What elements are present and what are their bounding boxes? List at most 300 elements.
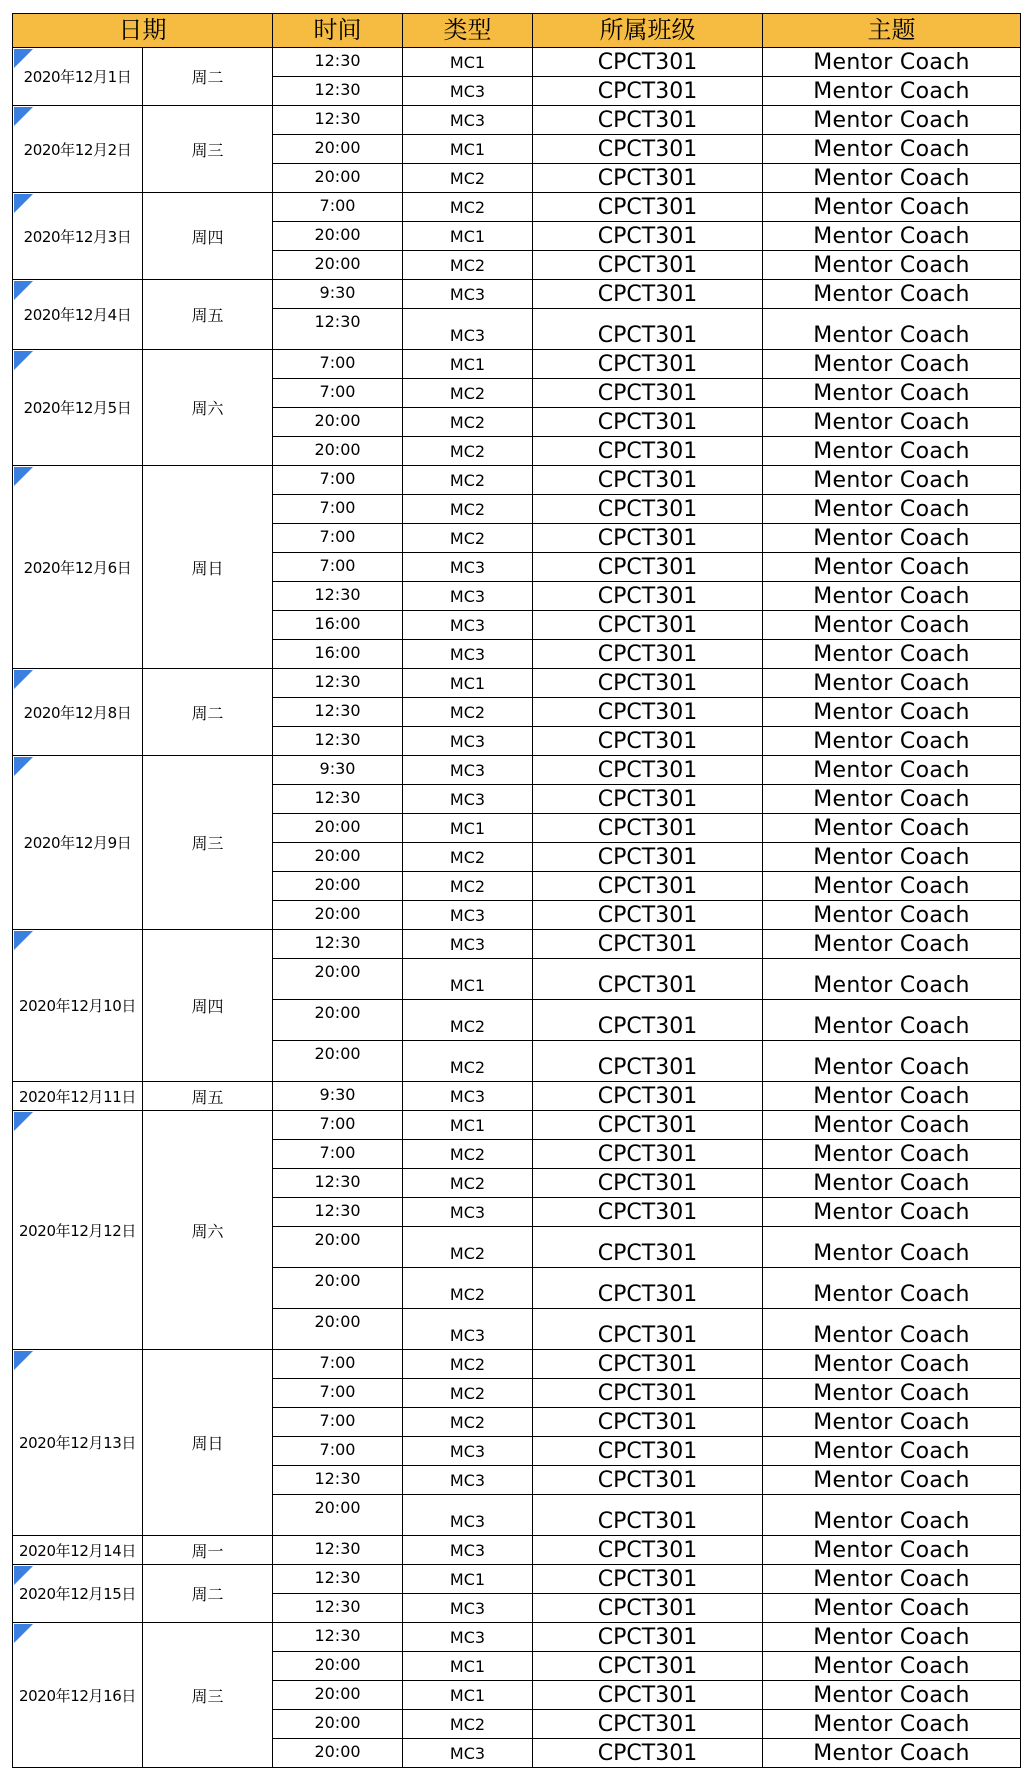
type-cell[interactable]: MC1: [403, 1681, 533, 1710]
topic-cell[interactable]: Mentor Coach: [763, 379, 1021, 408]
topic-cell[interactable]: Mentor Coach: [763, 350, 1021, 379]
type-cell[interactable]: MC1: [403, 1565, 533, 1594]
topic-cell[interactable]: Mentor Coach: [763, 193, 1021, 222]
date-text: 2020年12月4日: [23, 306, 132, 324]
type-cell[interactable]: MC3: [403, 1495, 533, 1536]
type-cell[interactable]: MC2: [403, 1140, 533, 1169]
class-cell[interactable]: CPCT301: [533, 251, 763, 280]
comment-flag-icon: [14, 1112, 33, 1131]
type-cell[interactable]: MC2: [403, 193, 533, 222]
type-cell[interactable]: MC3: [403, 309, 533, 350]
topic-cell[interactable]: Mentor Coach: [763, 408, 1021, 437]
topic-cell[interactable]: Mentor Coach: [763, 466, 1021, 495]
date-cell[interactable]: [13, 1536, 143, 1565]
class-cell[interactable]: CPCT301: [533, 524, 763, 553]
class-cell[interactable]: CPCT301: [533, 1379, 763, 1408]
time-cell[interactable]: 20:00: [273, 1000, 403, 1041]
type-cell[interactable]: MC2: [403, 1169, 533, 1198]
time-cell[interactable]: 20:00: [273, 408, 403, 437]
time-cell[interactable]: 7:00: [273, 553, 403, 582]
comment-flag-icon: [14, 1566, 33, 1585]
topic-cell[interactable]: Mentor Coach: [763, 280, 1021, 309]
class-cell[interactable]: CPCT301: [533, 1350, 763, 1379]
time-cell[interactable]: 20:00: [273, 901, 403, 930]
class-cell[interactable]: CPCT301: [533, 466, 763, 495]
topic-cell[interactable]: Mentor Coach: [763, 1227, 1021, 1268]
class-cell[interactable]: CPCT301: [533, 930, 763, 959]
topic-cell[interactable]: Mentor Coach: [763, 553, 1021, 582]
class-cell[interactable]: CPCT301: [533, 814, 763, 843]
topic-cell[interactable]: Mentor Coach: [763, 669, 1021, 698]
class-cell[interactable]: CPCT301: [533, 1565, 763, 1594]
type-cell[interactable]: MC3: [403, 1309, 533, 1350]
type-cell[interactable]: MC1: [403, 1111, 533, 1140]
date-cell[interactable]: [13, 1565, 143, 1623]
type-cell[interactable]: MC3: [403, 785, 533, 814]
topic-cell[interactable]: Mentor Coach: [763, 814, 1021, 843]
class-cell[interactable]: CPCT301: [533, 640, 763, 669]
topic-cell[interactable]: Mentor Coach: [763, 611, 1021, 640]
topic-cell[interactable]: Mentor Coach: [763, 872, 1021, 901]
class-cell[interactable]: CPCT301: [533, 350, 763, 379]
time-cell[interactable]: 9:30: [273, 756, 403, 785]
time-cell[interactable]: 7:00: [273, 495, 403, 524]
weekday-cell[interactable]: 周五: [143, 280, 273, 350]
weekday-cell[interactable]: 周三: [143, 756, 273, 930]
time-cell[interactable]: 20:00: [273, 164, 403, 193]
topic-cell[interactable]: Mentor Coach: [763, 1623, 1021, 1652]
time-cell[interactable]: 20:00: [273, 1309, 403, 1350]
class-cell[interactable]: CPCT301: [533, 756, 763, 785]
time-cell[interactable]: 20:00: [273, 959, 403, 1000]
topic-cell[interactable]: Mentor Coach: [763, 1739, 1021, 1768]
type-cell[interactable]: MC3: [403, 1739, 533, 1768]
date-cell[interactable]: [13, 193, 143, 280]
class-cell[interactable]: CPCT301: [533, 727, 763, 756]
time-cell[interactable]: 7:00: [273, 1350, 403, 1379]
class-cell[interactable]: CPCT301: [533, 669, 763, 698]
time-cell[interactable]: 20:00: [273, 222, 403, 251]
date-text: 2020年12月5日: [23, 399, 132, 417]
weekday-cell[interactable]: 周六: [143, 1111, 273, 1350]
time-cell[interactable]: 7:00: [273, 379, 403, 408]
date-text: 2020年12月12日: [19, 1221, 136, 1240]
time-cell[interactable]: 12:30: [273, 727, 403, 756]
date-text: 2020年12月3日: [23, 227, 132, 246]
comment-flag-icon: [14, 49, 33, 68]
type-cell[interactable]: MC1: [403, 135, 533, 164]
type-cell[interactable]: MC3: [403, 582, 533, 611]
comment-flag-icon: [14, 670, 33, 689]
time-cell[interactable]: 20:00: [273, 1710, 403, 1739]
table-row: [13, 1111, 1021, 1140]
class-cell[interactable]: CPCT301: [533, 135, 763, 164]
type-cell[interactable]: MC3: [403, 611, 533, 640]
time-cell[interactable]: 9:30: [273, 280, 403, 309]
type-cell[interactable]: MC2: [403, 437, 533, 466]
topic-cell[interactable]: Mentor Coach: [763, 1082, 1021, 1111]
type-cell[interactable]: MC3: [403, 280, 533, 309]
weekday-cell[interactable]: 周日: [143, 1350, 273, 1536]
type-cell[interactable]: MC1: [403, 350, 533, 379]
time-cell[interactable]: 12:30: [273, 1565, 403, 1594]
time-cell[interactable]: 20:00: [273, 1227, 403, 1268]
time-cell[interactable]: 12:30: [273, 106, 403, 135]
time-cell[interactable]: 12:30: [273, 309, 403, 350]
date-cell[interactable]: [13, 1082, 143, 1111]
class-cell[interactable]: CPCT301: [533, 1437, 763, 1466]
topic-cell[interactable]: Mentor Coach: [763, 1379, 1021, 1408]
time-cell[interactable]: 7:00: [273, 193, 403, 222]
time-cell[interactable]: 7:00: [273, 1437, 403, 1466]
topic-cell[interactable]: Mentor Coach: [763, 1309, 1021, 1350]
class-cell[interactable]: CPCT301: [533, 785, 763, 814]
type-cell[interactable]: MC3: [403, 106, 533, 135]
comment-flag-icon: [14, 1624, 33, 1643]
class-cell[interactable]: CPCT301: [533, 582, 763, 611]
header-class: 所属班级: [533, 14, 763, 48]
type-cell[interactable]: MC2: [403, 1350, 533, 1379]
time-cell[interactable]: 7:00: [273, 1408, 403, 1437]
type-cell[interactable]: MC3: [403, 1437, 533, 1466]
date-text: 2020年12月14日: [19, 1541, 136, 1560]
type-cell[interactable]: MC3: [403, 756, 533, 785]
topic-cell[interactable]: Mentor Coach: [763, 1000, 1021, 1041]
type-cell[interactable]: MC2: [403, 1041, 533, 1082]
topic-cell[interactable]: Mentor Coach: [763, 582, 1021, 611]
weekday-cell[interactable]: 周二: [143, 669, 273, 756]
type-cell[interactable]: MC2: [403, 524, 533, 553]
time-cell[interactable]: 16:00: [273, 640, 403, 669]
class-cell[interactable]: CPCT301: [533, 843, 763, 872]
topic-cell[interactable]: Mentor Coach: [763, 495, 1021, 524]
type-cell[interactable]: MC2: [403, 1268, 533, 1309]
time-cell[interactable]: 7:00: [273, 1379, 403, 1408]
class-cell[interactable]: CPCT301: [533, 1082, 763, 1111]
class-cell[interactable]: CPCT301: [533, 1268, 763, 1309]
date-text: 2020年12月15日: [19, 1585, 136, 1603]
type-cell[interactable]: MC1: [403, 222, 533, 251]
type-cell[interactable]: MC2: [403, 1227, 533, 1268]
date-text: 2020年12月1日: [23, 68, 132, 86]
type-cell[interactable]: MC1: [403, 959, 533, 1000]
weekday-cell[interactable]: 周一: [143, 1536, 273, 1565]
topic-cell[interactable]: Mentor Coach: [763, 48, 1021, 77]
time-cell[interactable]: 12:30: [273, 785, 403, 814]
topic-cell[interactable]: Mentor Coach: [763, 1710, 1021, 1739]
class-cell[interactable]: CPCT301: [533, 193, 763, 222]
topic-cell[interactable]: Mentor Coach: [763, 1111, 1021, 1140]
comment-flag-icon: [14, 107, 33, 126]
time-cell[interactable]: 7:00: [273, 466, 403, 495]
weekday-cell[interactable]: 周二: [143, 48, 273, 106]
time-cell[interactable]: 20:00: [273, 135, 403, 164]
date-text: 2020年12月10日: [19, 997, 136, 1015]
type-cell[interactable]: MC2: [403, 843, 533, 872]
class-cell[interactable]: CPCT301: [533, 1710, 763, 1739]
date-cell[interactable]: [13, 756, 143, 930]
type-cell[interactable]: MC1: [403, 814, 533, 843]
date-text: 2020年12月6日: [23, 558, 132, 577]
type-cell[interactable]: MC1: [403, 1652, 533, 1681]
topic-cell[interactable]: Mentor Coach: [763, 901, 1021, 930]
type-cell[interactable]: MC2: [403, 495, 533, 524]
class-cell[interactable]: CPCT301: [533, 495, 763, 524]
header-time: 时间: [273, 14, 403, 48]
topic-cell[interactable]: Mentor Coach: [763, 135, 1021, 164]
time-cell[interactable]: 20:00: [273, 437, 403, 466]
time-cell[interactable]: 20:00: [273, 1495, 403, 1536]
class-cell[interactable]: CPCT301: [533, 698, 763, 727]
class-cell[interactable]: CPCT301: [533, 222, 763, 251]
header-topic: 主题: [763, 14, 1021, 48]
type-cell[interactable]: MC2: [403, 1710, 533, 1739]
time-cell[interactable]: 20:00: [273, 872, 403, 901]
time-cell[interactable]: 7:00: [273, 1111, 403, 1140]
class-cell[interactable]: CPCT301: [533, 1594, 763, 1623]
class-cell[interactable]: CPCT301: [533, 1495, 763, 1536]
time-cell[interactable]: 12:30: [273, 77, 403, 106]
time-cell[interactable]: 20:00: [273, 843, 403, 872]
date-cell[interactable]: [13, 280, 143, 350]
weekday-cell[interactable]: 周四: [143, 193, 273, 280]
time-cell[interactable]: 12:30: [273, 1594, 403, 1623]
date-text: 2020年12月9日: [23, 834, 132, 852]
type-cell[interactable]: MC3: [403, 930, 533, 959]
time-cell[interactable]: 12:30: [273, 1623, 403, 1652]
time-cell[interactable]: 12:30: [273, 48, 403, 77]
class-cell[interactable]: CPCT301: [533, 872, 763, 901]
topic-cell[interactable]: Mentor Coach: [763, 1536, 1021, 1565]
time-cell[interactable]: 20:00: [273, 1681, 403, 1710]
type-cell[interactable]: MC3: [403, 1594, 533, 1623]
comment-flag-icon: [14, 1351, 33, 1370]
class-cell[interactable]: CPCT301: [533, 611, 763, 640]
date-cell[interactable]: [13, 350, 143, 466]
type-cell[interactable]: MC1: [403, 48, 533, 77]
time-cell[interactable]: 9:30: [273, 1082, 403, 1111]
table-row: [13, 193, 1021, 222]
weekday-cell[interactable]: 周三: [143, 106, 273, 193]
type-cell[interactable]: MC3: [403, 1623, 533, 1652]
topic-cell[interactable]: Mentor Coach: [763, 309, 1021, 350]
topic-cell[interactable]: Mentor Coach: [763, 1140, 1021, 1169]
class-cell[interactable]: CPCT301: [533, 1623, 763, 1652]
type-cell[interactable]: MC3: [403, 640, 533, 669]
comment-flag-icon: [14, 194, 33, 213]
table-row: [13, 1536, 1021, 1565]
weekday-cell[interactable]: 周日: [143, 466, 273, 669]
type-cell[interactable]: MC2: [403, 1408, 533, 1437]
topic-cell[interactable]: Mentor Coach: [763, 1350, 1021, 1379]
table-row: [13, 1350, 1021, 1379]
class-cell[interactable]: CPCT301: [533, 77, 763, 106]
time-cell[interactable]: 7:00: [273, 524, 403, 553]
time-cell[interactable]: 12:30: [273, 1198, 403, 1227]
topic-cell[interactable]: Mentor Coach: [763, 1268, 1021, 1309]
type-cell[interactable]: MC3: [403, 727, 533, 756]
class-cell[interactable]: CPCT301: [533, 1652, 763, 1681]
class-cell[interactable]: CPCT301: [533, 1739, 763, 1768]
time-cell[interactable]: 20:00: [273, 1268, 403, 1309]
class-cell[interactable]: CPCT301: [533, 1111, 763, 1140]
type-cell[interactable]: MC3: [403, 1466, 533, 1495]
date-text: 2020年12月16日: [19, 1686, 136, 1705]
topic-cell[interactable]: Mentor Coach: [763, 1466, 1021, 1495]
type-cell[interactable]: MC2: [403, 872, 533, 901]
topic-cell[interactable]: Mentor Coach: [763, 106, 1021, 135]
topic-cell[interactable]: Mentor Coach: [763, 1041, 1021, 1082]
table-row: [13, 106, 1021, 135]
class-cell[interactable]: CPCT301: [533, 1536, 763, 1565]
class-cell[interactable]: CPCT301: [533, 1466, 763, 1495]
topic-cell[interactable]: Mentor Coach: [763, 251, 1021, 280]
time-cell[interactable]: 12:30: [273, 698, 403, 727]
topic-cell[interactable]: Mentor Coach: [763, 959, 1021, 1000]
class-cell[interactable]: CPCT301: [533, 280, 763, 309]
date-cell[interactable]: [13, 48, 143, 106]
topic-cell[interactable]: Mentor Coach: [763, 437, 1021, 466]
class-cell[interactable]: CPCT301: [533, 164, 763, 193]
type-cell[interactable]: MC3: [403, 77, 533, 106]
topic-cell[interactable]: Mentor Coach: [763, 77, 1021, 106]
header-type: 类型: [403, 14, 533, 48]
comment-flag-icon: [14, 351, 33, 370]
type-cell[interactable]: MC3: [403, 901, 533, 930]
type-cell[interactable]: MC2: [403, 1000, 533, 1041]
class-cell[interactable]: CPCT301: [533, 1140, 763, 1169]
type-cell[interactable]: MC3: [403, 1198, 533, 1227]
weekday-cell[interactable]: 周三: [143, 1623, 273, 1768]
type-cell[interactable]: MC2: [403, 1379, 533, 1408]
type-cell[interactable]: MC2: [403, 466, 533, 495]
class-cell[interactable]: CPCT301: [533, 1309, 763, 1350]
weekday-cell[interactable]: 周五: [143, 1082, 273, 1111]
topic-cell[interactable]: Mentor Coach: [763, 1437, 1021, 1466]
type-cell[interactable]: MC1: [403, 669, 533, 698]
topic-cell[interactable]: Mentor Coach: [763, 1565, 1021, 1594]
time-cell[interactable]: 12:30: [273, 1536, 403, 1565]
topic-cell[interactable]: Mentor Coach: [763, 727, 1021, 756]
time-cell[interactable]: 16:00: [273, 611, 403, 640]
topic-cell[interactable]: Mentor Coach: [763, 1408, 1021, 1437]
topic-cell[interactable]: Mentor Coach: [763, 843, 1021, 872]
class-cell[interactable]: CPCT301: [533, 379, 763, 408]
date-cell[interactable]: [13, 1623, 143, 1768]
topic-cell[interactable]: Mentor Coach: [763, 698, 1021, 727]
table-row: [13, 1565, 1021, 1594]
time-cell[interactable]: 7:00: [273, 1140, 403, 1169]
time-cell[interactable]: 20:00: [273, 251, 403, 280]
class-cell[interactable]: CPCT301: [533, 1198, 763, 1227]
weekday-cell[interactable]: 周二: [143, 1565, 273, 1623]
date-text: 2020年12月2日: [23, 140, 132, 159]
class-cell[interactable]: CPCT301: [533, 959, 763, 1000]
class-cell[interactable]: CPCT301: [533, 1169, 763, 1198]
time-cell[interactable]: 20:00: [273, 1041, 403, 1082]
table-row: [13, 48, 1021, 77]
class-cell[interactable]: CPCT301: [533, 48, 763, 77]
type-cell[interactable]: MC3: [403, 1536, 533, 1565]
topic-cell[interactable]: Mentor Coach: [763, 1594, 1021, 1623]
type-cell[interactable]: MC2: [403, 698, 533, 727]
class-cell[interactable]: CPCT301: [533, 1681, 763, 1710]
topic-cell[interactable]: Mentor Coach: [763, 1198, 1021, 1227]
time-cell[interactable]: 12:30: [273, 582, 403, 611]
topic-cell[interactable]: Mentor Coach: [763, 1495, 1021, 1536]
time-cell[interactable]: 20:00: [273, 814, 403, 843]
comment-flag-icon: [14, 931, 33, 950]
type-cell[interactable]: MC2: [403, 408, 533, 437]
comment-flag-icon: [14, 467, 33, 486]
topic-cell[interactable]: Mentor Coach: [763, 222, 1021, 251]
topic-cell[interactable]: Mentor Coach: [763, 930, 1021, 959]
time-cell[interactable]: 12:30: [273, 1466, 403, 1495]
date-cell[interactable]: [13, 1350, 143, 1536]
header-row: [13, 14, 1021, 48]
table-row: [13, 1082, 1021, 1111]
type-cell[interactable]: MC3: [403, 553, 533, 582]
topic-cell[interactable]: Mentor Coach: [763, 524, 1021, 553]
class-cell[interactable]: CPCT301: [533, 1000, 763, 1041]
schedule-body: [13, 48, 1021, 1768]
schedule-table: [12, 13, 1021, 1768]
topic-cell[interactable]: Mentor Coach: [763, 1169, 1021, 1198]
time-cell[interactable]: 12:30: [273, 669, 403, 698]
date-text: 2020年12月13日: [19, 1434, 136, 1452]
topic-cell[interactable]: Mentor Coach: [763, 640, 1021, 669]
date-cell[interactable]: [13, 106, 143, 193]
class-cell[interactable]: CPCT301: [533, 437, 763, 466]
class-cell[interactable]: CPCT301: [533, 1227, 763, 1268]
date-cell[interactable]: [13, 1111, 143, 1350]
time-cell[interactable]: 20:00: [273, 1739, 403, 1768]
table-row: [13, 1623, 1021, 1652]
table-row: [13, 466, 1021, 495]
class-cell[interactable]: CPCT301: [533, 1408, 763, 1437]
date-cell[interactable]: [13, 930, 143, 1082]
time-cell[interactable]: 20:00: [273, 1652, 403, 1681]
class-cell[interactable]: CPCT301: [533, 106, 763, 135]
class-cell[interactable]: CPCT301: [533, 1041, 763, 1082]
type-cell[interactable]: MC2: [403, 164, 533, 193]
topic-cell[interactable]: Mentor Coach: [763, 1652, 1021, 1681]
time-cell[interactable]: 7:00: [273, 350, 403, 379]
date-text: 2020年12月8日: [23, 703, 132, 722]
time-cell[interactable]: 12:30: [273, 930, 403, 959]
table-row: [13, 930, 1021, 959]
class-cell[interactable]: CPCT301: [533, 553, 763, 582]
type-cell[interactable]: MC2: [403, 379, 533, 408]
topic-cell[interactable]: Mentor Coach: [763, 756, 1021, 785]
class-cell[interactable]: CPCT301: [533, 309, 763, 350]
class-cell[interactable]: CPCT301: [533, 901, 763, 930]
date-cell[interactable]: [13, 669, 143, 756]
type-cell[interactable]: MC3: [403, 1082, 533, 1111]
table-row: [13, 280, 1021, 309]
topic-cell[interactable]: Mentor Coach: [763, 164, 1021, 193]
weekday-cell[interactable]: 周四: [143, 930, 273, 1082]
weekday-cell[interactable]: 周六: [143, 350, 273, 466]
topic-cell[interactable]: Mentor Coach: [763, 785, 1021, 814]
class-cell[interactable]: CPCT301: [533, 408, 763, 437]
type-cell[interactable]: MC2: [403, 251, 533, 280]
header-date: 日期: [13, 14, 273, 48]
date-cell[interactable]: [13, 466, 143, 669]
date-text: 2020年12月11日: [19, 1087, 136, 1106]
time-cell[interactable]: 12:30: [273, 1169, 403, 1198]
topic-cell[interactable]: Mentor Coach: [763, 1681, 1021, 1710]
